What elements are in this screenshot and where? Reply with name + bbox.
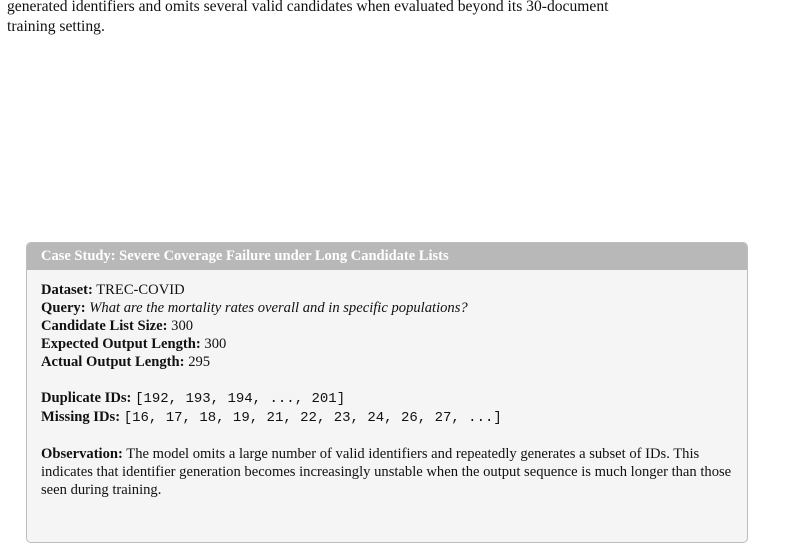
query-label: Query: bbox=[41, 300, 86, 316]
intro-line-2: training setting. bbox=[7, 18, 105, 35]
duplicate-ids-value: [192, 193, 194, ..., 201] bbox=[135, 391, 346, 407]
actual-length-label: Actual Output Length: bbox=[41, 354, 185, 370]
observation-text: The model omits a large number of valid identifiers and repeatedly generates a subset of IDs. This indicates that identifier generation becomes increasingly unstable when the output sequence is much longer than those seen during training. bbox=[41, 446, 732, 498]
spacer bbox=[41, 371, 733, 389]
observation-label: Observation: bbox=[41, 446, 123, 462]
spacer bbox=[41, 427, 733, 445]
observation-paragraph bbox=[41, 445, 733, 499]
query-row bbox=[41, 299, 733, 317]
dataset-label: Dataset: bbox=[41, 282, 93, 298]
expected-length-value: 300 bbox=[204, 336, 227, 352]
missing-ids-label: Missing IDs: bbox=[41, 409, 121, 425]
dataset-row bbox=[41, 281, 733, 299]
actual-length-value: 295 bbox=[188, 354, 211, 370]
missing-ids-value: [16, 17, 18, 19, 21, 22, 23, 24, 26, 27, ...] bbox=[123, 410, 502, 426]
missing-ids-row bbox=[41, 408, 733, 427]
candidate-size-row bbox=[41, 317, 733, 335]
case-study-box bbox=[26, 242, 748, 543]
case-study-title: Case Study: Severe Coverage Failure under Long Candidate Lists bbox=[27, 243, 747, 270]
expected-length-label: Expected Output Length: bbox=[41, 336, 201, 352]
duplicate-ids-row bbox=[41, 389, 733, 408]
query-value: What are the mortality rates overall and in specific populations? bbox=[89, 300, 468, 316]
expected-length-row bbox=[41, 335, 733, 353]
candidate-size-label: Candidate List Size: bbox=[41, 318, 168, 334]
duplicate-ids-label: Duplicate IDs: bbox=[41, 390, 132, 406]
dataset-value: TREC-COVID bbox=[96, 282, 185, 298]
case-study-body bbox=[27, 270, 747, 499]
candidate-size-value: 300 bbox=[171, 318, 194, 334]
actual-length-row bbox=[41, 353, 733, 371]
intro-line-1: generated identifiers and omits several valid candidates when evaluated beyond its 30-document bbox=[7, 0, 609, 15]
intro-paragraph bbox=[7, 0, 799, 37]
